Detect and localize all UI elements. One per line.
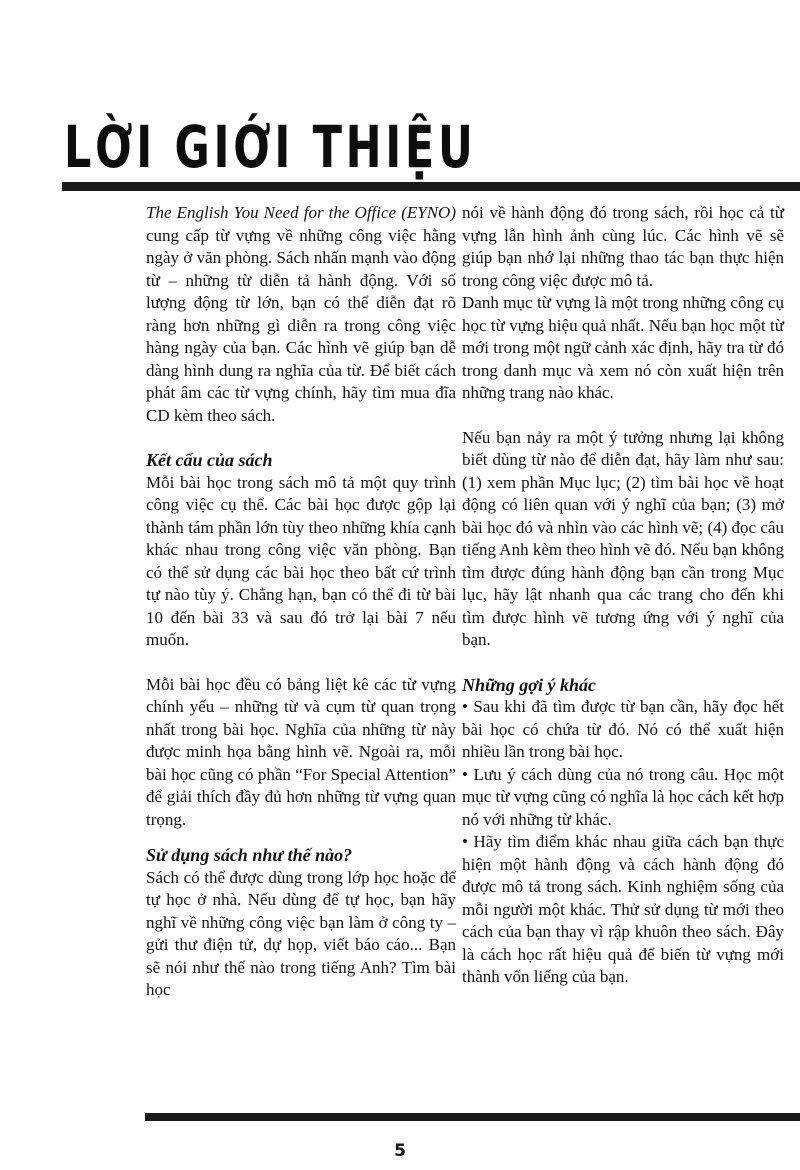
right-column — [462, 202, 784, 989]
structure-paragraph-1: Mỗi bài học trong sách mô tả một quy trình công việc cụ thể. Các bài học được gộp lại thành tám phần lớn tùy theo những khía cạnh khác nhau trong công việc văn phòng. Bạn có thể sử dụng các bài học theo bất cứ trình tự nào tùy ý. Chẳng hạn, bạn có thể đi từ bài 10 đến bài 33 và sau đó trở lại bài 7 nếu muốn. — [146, 472, 456, 649]
usage-paragraph-continued: nói về hành động đó trong sách, rồi học cả từ vựng lẫn hình ảnh cùng lúc. Các hình vẽ sẽ giúp bạn nhớ lại những thao tác bạn thực hiện trong công việc được mô tả. — [462, 203, 784, 290]
tip-item: • Lưu ý cách dùng của nó trong câu. Học một mục từ vựng cũng có nghĩa là học cách kết hợp nó với những từ khác. — [462, 764, 784, 829]
page-number: 5 — [394, 1141, 406, 1161]
usage-paragraph: Sách có thể được dùng trong lớp học hoặc để tự học ở nhà. Nếu dùng để tự học, bạn hãy nghĩ về những công việc bạn làm ở công ty – gửi thư điện tử, dự họp, viết báo cáo... Bạn sẽ nói như thế nào trong tiếng Anh? Tìm bài học — [146, 867, 456, 999]
tips-heading: Những gợi ý khác — [462, 674, 596, 695]
title-underline-rule — [62, 182, 800, 191]
tip-item: • Hãy tìm điểm khác nhau giữa cách bạn thực hiện một hành động và cách hành động đó được mô tả trong sách. Kinh nghiệm sống của mỗi người một khác. Thử sử dụng từ mới theo cách của bạn thay vì rập khuôn theo sách. Đây là cách học rất hiệu quả để biến từ vựng mới thành vốn liếng của bạn. — [462, 832, 784, 986]
intro-paragraph — [146, 202, 456, 427]
tip-item: • Sau khi đã tìm được từ bạn cần, hãy đọc hết bài học có chứa từ đó. Nó có thể xuất hiện nhiều lần trong bài học. — [462, 697, 784, 761]
page-title: LỜI GIỚI THIỆU — [64, 113, 477, 181]
intro-text: cung cấp từ vựng về những công việc hằng ngày ở văn phòng. Sách nhấn mạnh vào động từ – những từ diễn tả hành động. Với số lượng động từ lớn, bạn có thể diễn đạt rõ ràng hơn những gì diễn ra trong công việc hàng ngày của bạn. Các hình vẽ giúp bạn dễ dàng hình dung ra nghĩa của từ. Để biết cách phát âm các từ vựng chính, hãy tìm mua đĩa CD kèm theo sách. — [146, 225, 456, 425]
left-column — [146, 202, 456, 1002]
structure-paragraph-2: Mỗi bài học đều có bảng liệt kê các từ vựng chính yếu – những từ và cụm từ quan trọng nhất trong bài học. Nghĩa của những từ này được minh họa bằng hình vẽ. Ngoài ra, mỗi bài học cũng có phần “For Special Attention” để giải thích đầy đủ hơn những từ vựng quan trọng. — [146, 674, 456, 829]
vocab-list-paragraph: Danh mục từ vựng là một trong những công cụ học từ vựng hiệu quả nhất. Nếu bạn học một từ mới trong một ngữ cảnh xác định, hãy tra từ đó trong danh mục và xem nó còn xuất hiện trên những trang nào khác. — [462, 293, 784, 402]
footer-rule — [145, 1113, 800, 1121]
structure-heading: Kết cấu của sách — [146, 450, 273, 470]
usage-heading: Sử dụng sách như thế nào? — [146, 845, 353, 865]
idea-paragraph: Nếu bạn nảy ra một ý tưởng nhưng lại không biết dùng từ nào để diễn đạt, hãy làm như sau: (1) xem phần Mục lục; (2) tìm bài học về hoạt động có liên quan với ý nghĩ của bạn; (3) mở bài học đó và nhìn vào các hình vẽ; (4) đọc câu tiếng Anh kèm theo hình vẽ đó. Nếu bạn không tìm được đúng hành động bạn cần trong Mục lục, hãy lật nhanh qua các trang cho đến khi tìm được hình vẽ tương ứng với ý nghĩ của bạn. — [462, 427, 785, 649]
book-title-italic: The English You Need for the Office (EYNO) — [146, 203, 456, 222]
